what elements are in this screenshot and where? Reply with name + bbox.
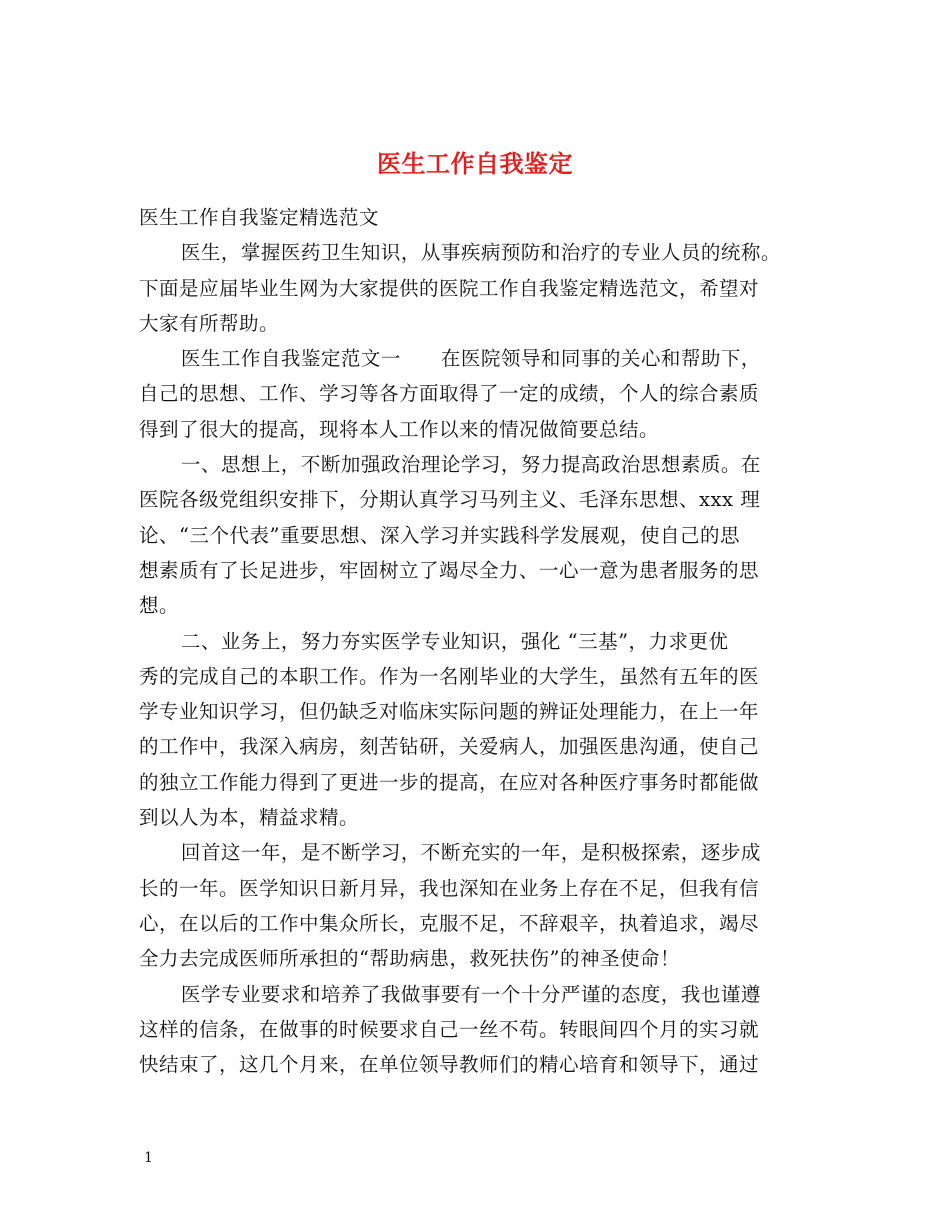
page-number: 1 — [144, 1150, 153, 1166]
paragraph-line: 一、思想上，不断加强政治理论学习，努力提高政治思想素质。在 — [180, 453, 761, 477]
document-body — [139, 200, 827, 1082]
paragraph-business — [139, 624, 827, 836]
paragraph-line: 医生，掌握医药卫生知识，从事疾病预防和治疗的专业人员的统称。 — [180, 241, 781, 265]
paragraph-line: 医生工作自我鉴定范文一 在医院领导和同事的关心和帮助下， — [180, 347, 761, 371]
paragraph-line: 快结束了，这几个月来，在单位领导教师们的精心培育和领导下，通过 — [139, 1053, 760, 1077]
paragraph-line: 学专业知识学习，但仍缺乏对临床实际问题的辨证处理能力，在上一年 — [139, 700, 760, 724]
paragraph-line: 自己的思想、工作、学习等各方面取得了一定的成绩，个人的综合素质 — [139, 382, 760, 406]
paragraph-line: 的独立工作能力得到了更进一步的提高，在应对各种医疗事务时都能做 — [139, 770, 760, 794]
paragraph-line: 这样的信条，在做事的时候要求自己一丝不苟。转眼间四个月的实习就 — [139, 1017, 760, 1041]
document-subtitle: 医生工作自我鉴定精选范文 — [139, 206, 380, 229]
paragraph-thought — [139, 447, 827, 623]
paragraph-line: 回首这一年，是不断学习，不断充实的一年，是积极探索，逐步成 — [180, 841, 761, 865]
paragraph-line: 长的一年。医学知识日新月异，我也深知在业务上存在不足，但我有信 — [139, 876, 760, 900]
paragraph-line: 全力去完成医师所承担的“帮助病患，救死扶伤”的神圣使命！ — [139, 947, 680, 971]
paragraph-professional-attitude — [139, 977, 827, 1083]
paragraph-sample-one — [139, 341, 827, 447]
paragraph-line: 到以人为本，精益求精。 — [139, 806, 360, 830]
document-title: 医生工作自我鉴定 — [377, 149, 573, 179]
paragraph-line: 下面是应届毕业生网为大家提供的医院工作自我鉴定精选范文，希望对 — [139, 276, 760, 300]
paragraph-line: 想素质有了长足进步，牢固树立了竭尽全力、一心一意为患者服务的思 — [139, 558, 760, 582]
paragraph-line: 心，在以后的工作中集众所长，克服不足，不辞艰辛，执着追求，竭尽 — [139, 911, 760, 935]
paragraph-line: 的工作中，我深入病房，刻苦钻研，关爱病人，加强医患沟通，使自己 — [139, 735, 760, 759]
paragraph-line: 秀的完成自己的本职工作。作为一名刚毕业的大学生，虽然有五年的医 — [139, 664, 760, 688]
paragraph-line: 医学专业要求和培养了我做事要有一个十分严谨的态度，我也谨遵 — [180, 982, 761, 1006]
paragraph-line: 医院各级党组织安排下，分期认真学习马列主义、毛泽东思想、xxx 理 — [139, 488, 761, 512]
paragraph-intro — [139, 235, 827, 341]
paragraph-line: 想。 — [139, 594, 180, 618]
paragraph-line: 二、业务上，努力夯实医学专业知识，强化 “三基”，力求更优 — [180, 629, 729, 653]
paragraph-line: 得到了很大的提高，现将本人工作以来的情况做简要总结。 — [139, 417, 660, 441]
paragraph-line: 大家有所帮助。 — [139, 311, 280, 335]
paragraph-line: 论、“三个代表”重要思想、深入学习并实践科学发展观，使自己的思 — [139, 523, 740, 547]
paragraph-review — [139, 835, 827, 976]
